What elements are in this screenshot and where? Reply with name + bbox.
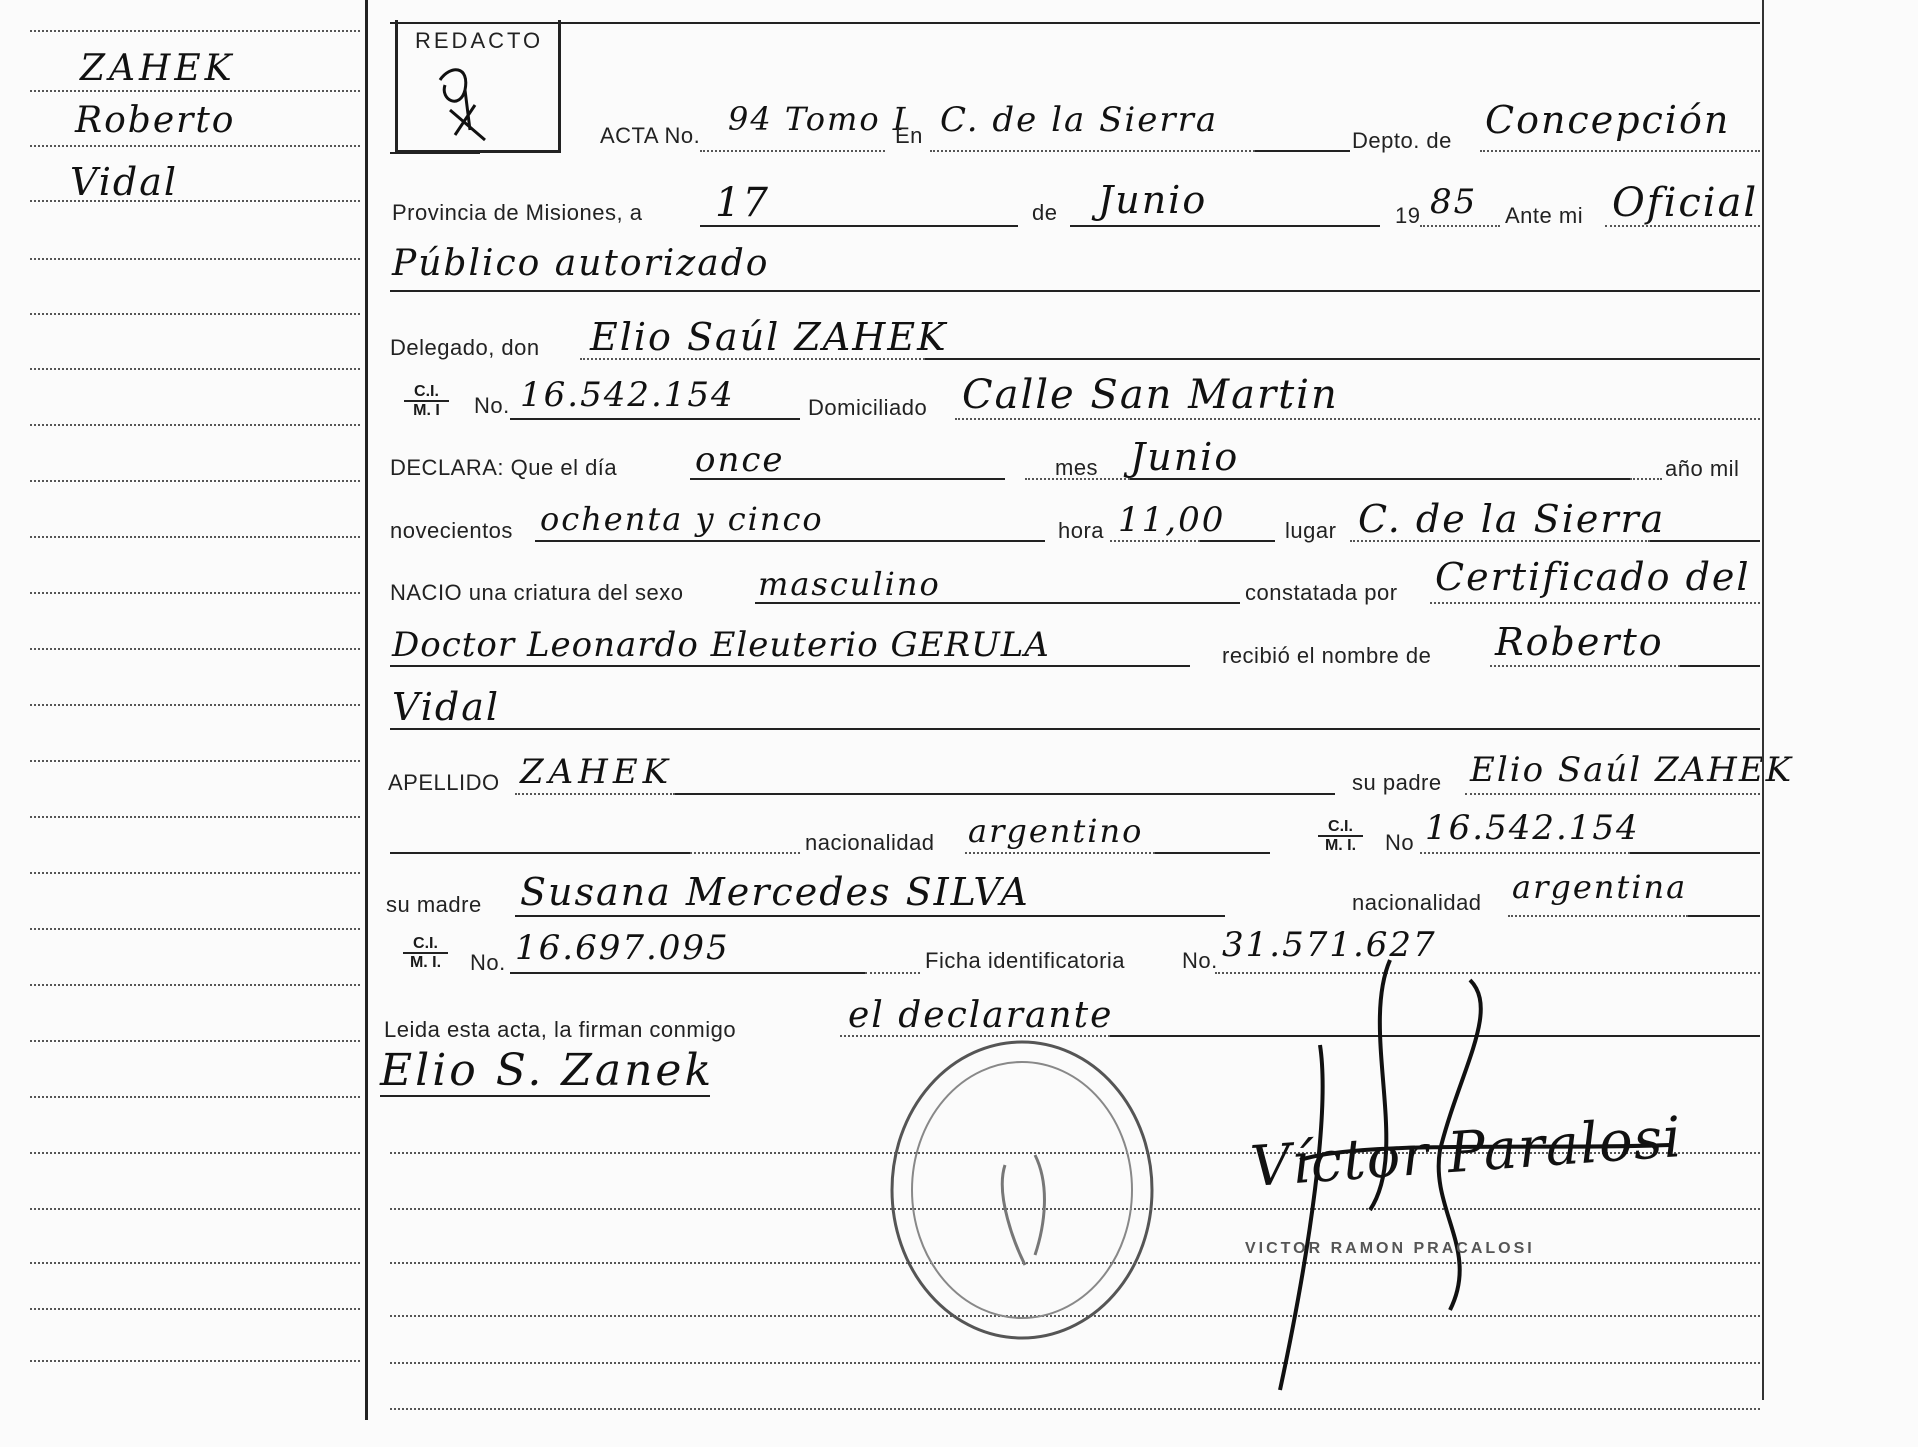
value-ficha: 31.571.627 <box>1222 925 1437 965</box>
value-ante-mi: Oficial <box>1612 180 1759 226</box>
value-constatada-cont: Doctor Leonardo Eleuterio GERULA <box>392 625 1050 665</box>
value-madre-nac: argentina <box>1512 868 1688 906</box>
label-apellido: APELLIDO <box>388 770 500 795</box>
label-su-padre: su padre <box>1352 770 1442 795</box>
label-hora: hora <box>1058 518 1105 543</box>
ci-fraction-madre: $\frac{C.I.}{M. I.}$ <box>403 935 448 971</box>
signature-declarante: Elio S. Zanek <box>380 1045 715 1096</box>
label-domiciliado: Domiciliado <box>808 395 928 420</box>
value-nombre-cont: Vidal <box>392 685 501 729</box>
official-seal-icon <box>885 1035 1160 1345</box>
label-no-ficha: No. <box>1182 948 1218 973</box>
value-depto: Concepción <box>1485 98 1731 142</box>
margin-surname: ZAHEK <box>80 48 236 89</box>
value-padre: Elio Saúl ZAHEK <box>1470 750 1794 790</box>
label-mes: mes <box>1055 455 1099 480</box>
signature-oficial: Víctor Paralosi <box>1248 1104 1685 1201</box>
value-dia-num: 17 <box>715 180 770 226</box>
value-padre-nac: argentino <box>968 812 1144 850</box>
value-mes: Junio <box>1130 435 1240 479</box>
value-year-suffix: 85 <box>1430 182 1478 222</box>
value-domicilio: Calle San Martin <box>962 372 1339 418</box>
label-declara: DECLARA: Que el día <box>390 455 618 480</box>
value-padre-ci: 16.542.154 <box>1425 808 1640 848</box>
label-delegado: Delegado, don <box>390 335 540 360</box>
label-nacionalidad-padre: nacionalidad <box>805 830 935 855</box>
margin-name-2: Vidal <box>70 160 179 204</box>
seal-name-text: VICTOR RAMON PRACALOSI <box>1245 1240 1535 1257</box>
label-en: En <box>895 123 923 148</box>
label-anio-mil: año mil <box>1665 456 1740 481</box>
label-novecientos: novecientos <box>390 518 513 543</box>
value-firman: el declarante <box>848 995 1114 1036</box>
label-year-prefix: 19 <box>1395 203 1421 228</box>
value-delegado-ci: 16.542.154 <box>520 375 735 415</box>
label-provincia: Provincia de Misiones, a <box>392 200 643 225</box>
value-en: C. de la Sierra <box>940 100 1219 140</box>
label-no-madre: No. <box>470 950 506 975</box>
redacto-label: REDACTO <box>415 28 544 53</box>
label-constatada: constatada por <box>1245 580 1398 605</box>
value-lugar: C. de la Sierra <box>1358 497 1666 541</box>
value-ante-mi-cont: Público autorizado <box>392 243 770 284</box>
label-ante-mi: Ante mi <box>1505 203 1584 228</box>
value-hora: 11,00 <box>1118 500 1226 540</box>
value-sexo: masculino <box>758 565 941 603</box>
value-apellido: ZAHEK <box>520 752 674 792</box>
label-acta-no: ACTA No. <box>600 123 701 148</box>
value-acta-no: 94 Tomo I <box>728 100 908 138</box>
ci-fraction-1: $\frac{C.I.}{M. I}$ <box>404 383 449 419</box>
official-signature-flourish-icon <box>1240 950 1700 1410</box>
label-nacio: NACIO una criatura del sexo <box>390 580 684 605</box>
label-nacionalidad-madre: nacionalidad <box>1352 890 1482 915</box>
value-constatada: Certificado del <box>1435 555 1751 599</box>
value-novecientos: ochenta y cinco <box>540 500 824 538</box>
top-rule <box>390 22 1760 24</box>
value-dia: once <box>695 440 785 480</box>
label-su-madre: su madre <box>386 892 482 917</box>
label-leida: Leida esta acta, la firman conmigo <box>384 1017 737 1042</box>
label-no-padre: No <box>1385 830 1415 855</box>
label-lugar: lugar <box>1285 518 1337 543</box>
label-recibio: recibió el nombre de <box>1222 643 1432 668</box>
value-madre-ci: 16.697.095 <box>515 928 730 968</box>
label-ficha: Ficha identificatoria <box>925 948 1126 973</box>
margin-name-1: Roberto <box>75 100 236 141</box>
label-de: de <box>1032 200 1058 225</box>
redacto-initials-icon <box>420 60 500 145</box>
ci-fraction-padre: $\frac{C.I.}{M. I.}$ <box>1318 818 1363 854</box>
value-mes-fecha: Junio <box>1098 178 1208 222</box>
value-nombre: Roberto <box>1495 620 1664 664</box>
value-madre: Susana Mercedes SILVA <box>520 870 1030 914</box>
label-no-1: No. <box>474 393 510 418</box>
value-delegado: Elio Saúl ZAHEK <box>590 315 948 359</box>
label-depto: Depto. de <box>1352 128 1452 153</box>
